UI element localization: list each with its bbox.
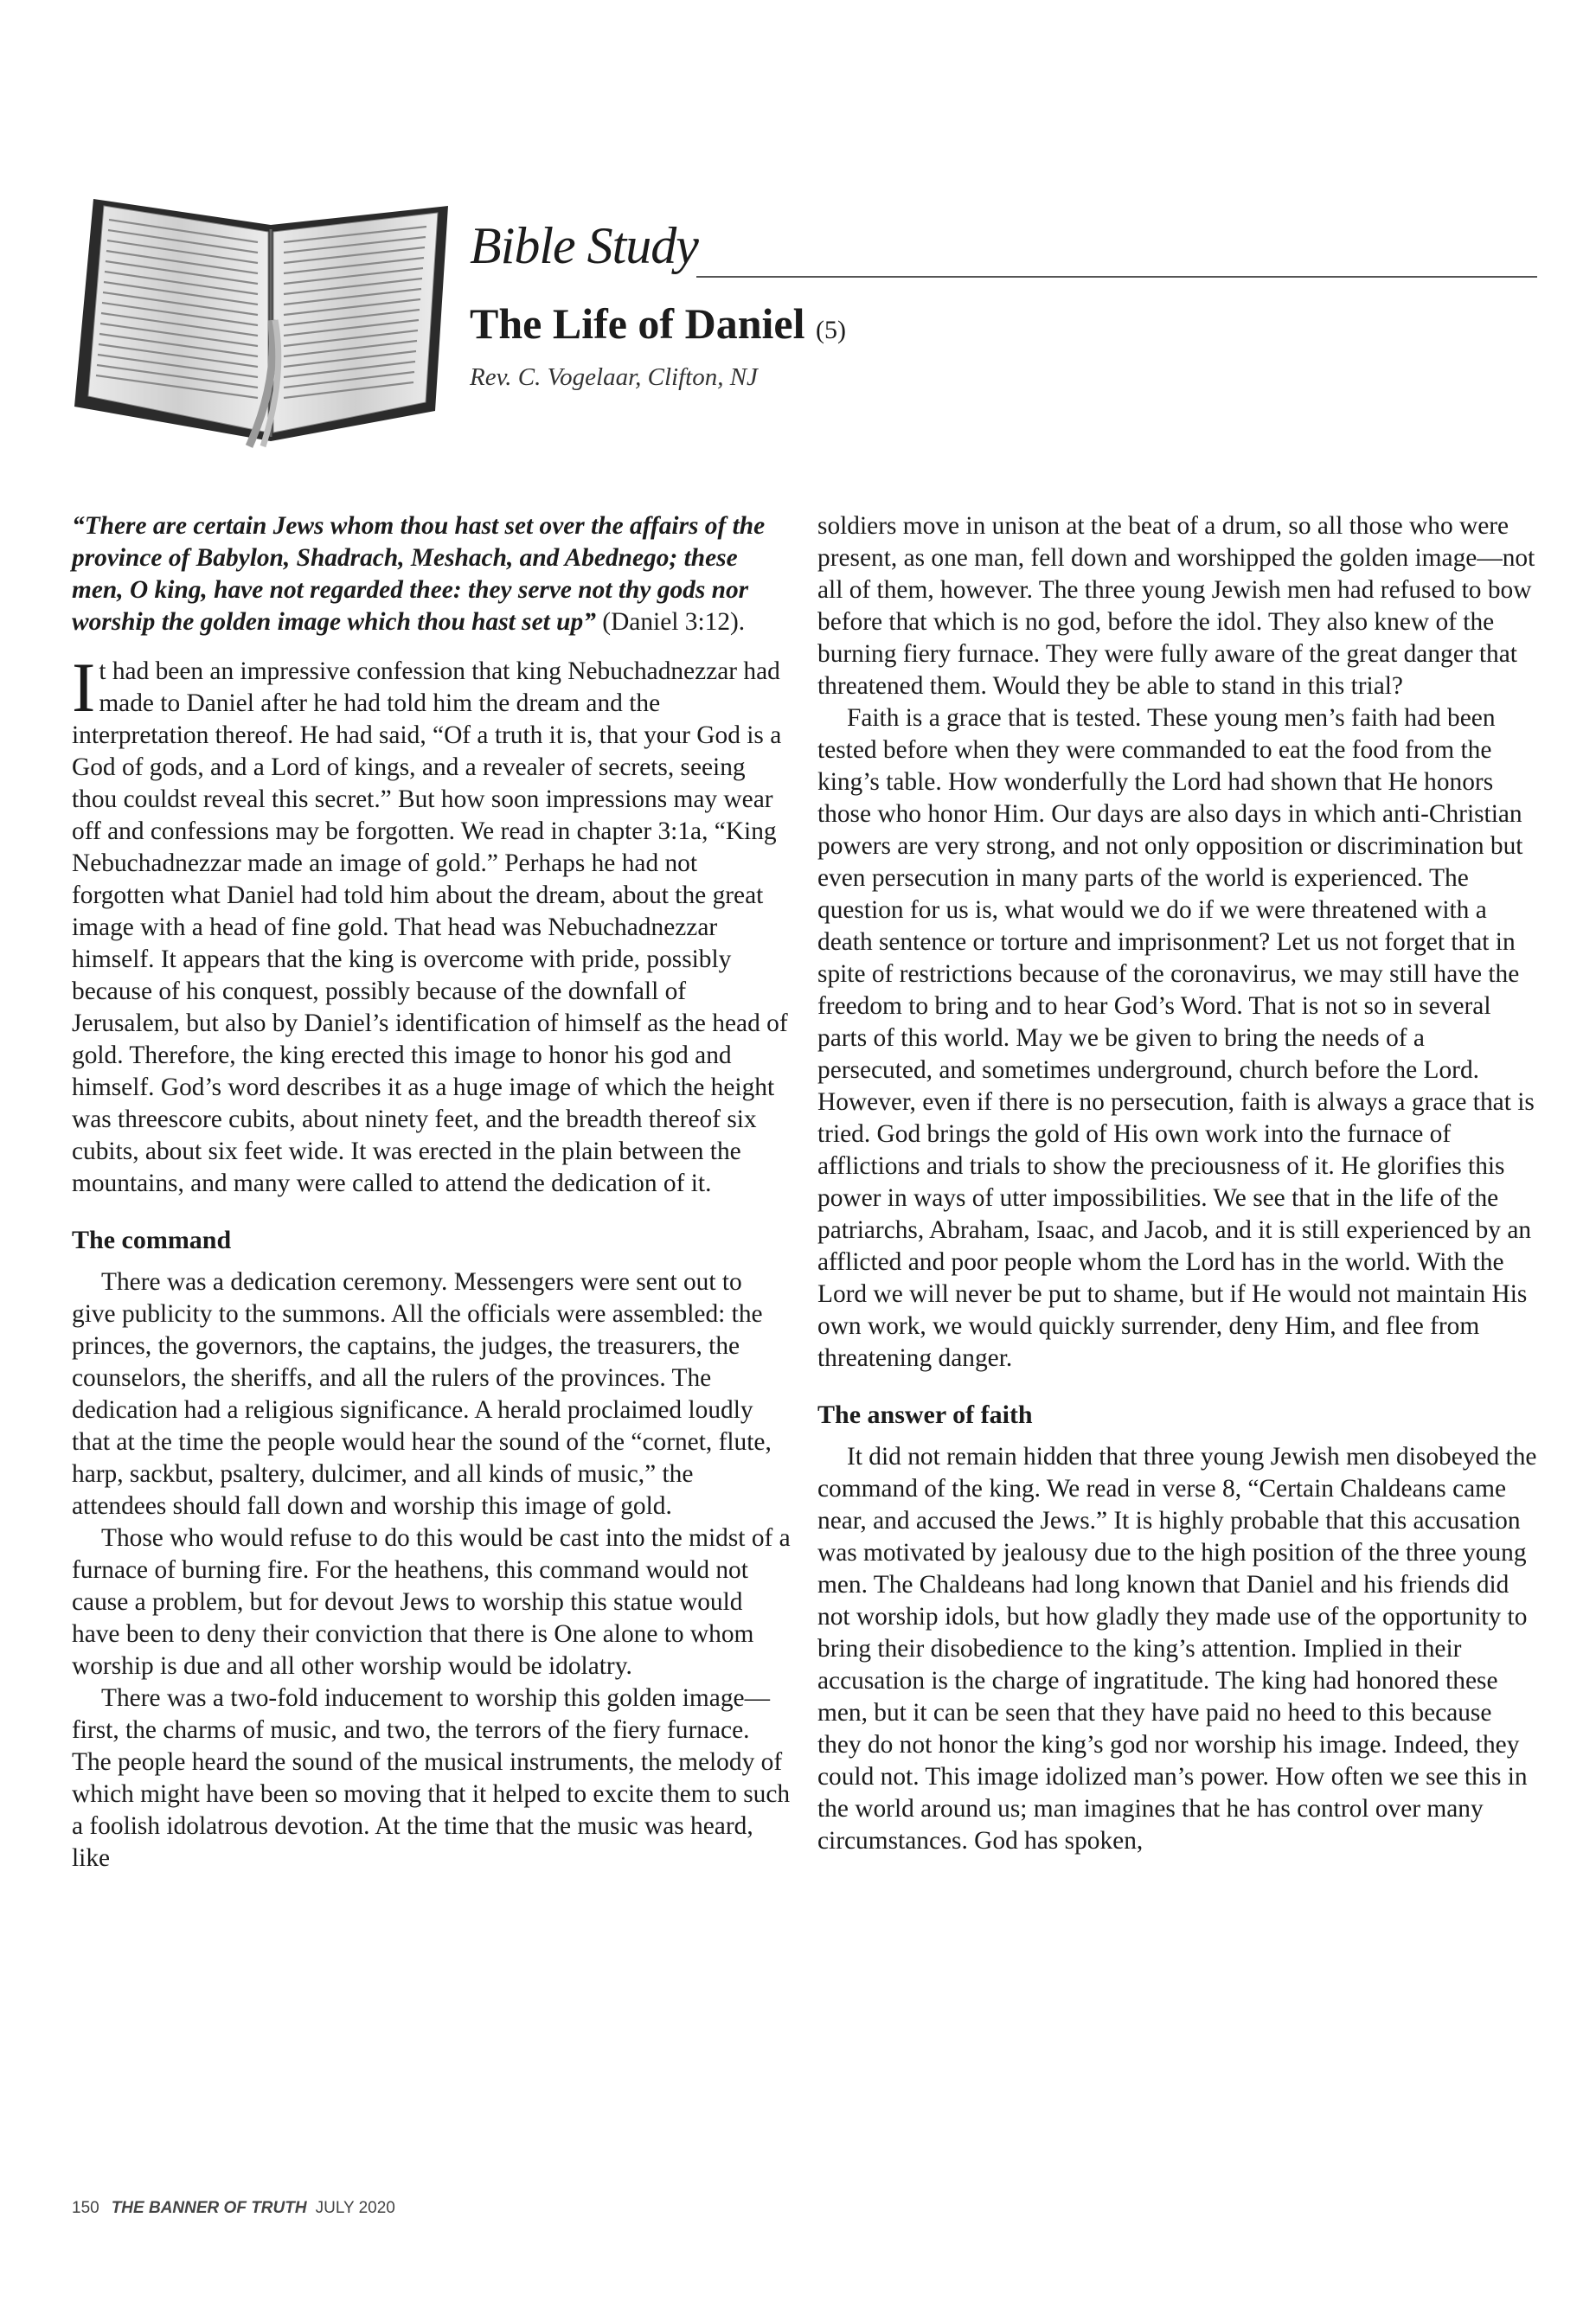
paragraph: Those who would refuse to do this would be cast into the midst of a furnace of burning fire. For the heathens, this command would not cause a problem, but for devout Jews to worship this statue would have been to deny their conviction that there is One alone to whom worship is due and all other worship would be idolatry. (72, 1524, 791, 1680)
intro-text: t had been an impressive confession that king Nebuchadnezzar had made to Daniel after he had told him the dream and the interpretation thereof. He had said, “Of a truth it is, that your God is a God of gods, and a Lord of kings, and a revealer of secrets, seeing thou couldst reveal this secret.” But how soon impressions may wear off and confessions may be forgotten. We read in chapter 3:1a, “King Nebuchadnezzar made an image of gold.” Perhaps he had not forgotten what Daniel had told him about the dream, about the great image with a head of fine gold. That head was Nebuchadnezzar himself. It appears that the king is overcome with pride, possibly because of his conquest, possibly because of the downfall of Jerusalem, but also by Daniel’s identification of himself as the head of gold. Therefore, the king erected this image to honor his god and himself. God’s word describes it as a huge image of which the height was threescore cubits, about ninety feet, and the breadth thereof six cubits, about six feet wide. It was erected in the plain between the mountains, and many were called to attend the dedication of it. (72, 657, 788, 1197)
article-title-text: The Life of Daniel (470, 299, 805, 348)
open-bible-icon (67, 190, 457, 450)
drop-cap: I (72, 648, 96, 727)
heading-the-answer-of-faith: The answer of faith (817, 1400, 1033, 1429)
page-number: 150 (72, 2199, 99, 2217)
magazine-name: THE BANNER OF TRUTH (111, 2199, 307, 2217)
left-column (72, 510, 792, 1875)
epigraph (72, 510, 792, 638)
page-footer (72, 2199, 395, 2218)
heading-the-command: The command (72, 1226, 232, 1254)
paragraph: Faith is a grace that is tested. These young men’s faith had been tested before when they were commanded to eat the food from the king’s table. How wonderfully the Lord had shown that He honors those who honor Him. Our days are also days in which anti-Christian powers are very strong, and not only opposition or discrimination but even persecution in many parts of the world is experienced. The question for us is, what would we do if we were threatened with a death sentence or torture and imprisonment? Let us not forget that in spite of restrictions because of the coronavirus, we may still have the freedom to bring and to hear God’s Word. That is not so in several parts of this world. May we be given to bring the needs of a persecuted, and sometimes underground, church before the Lord. However, even if there is no persecution, faith is always a grace that is tried. God brings the gold of His own work into the furnace of afflictions and trials to show the preciousness of it. He glorifies this power in ways of utter impossibilities. We see that in the life of the patriarchs, Abraham, Isaac, and Jacob, and it is still experienced by an afflicted and poor people whom the Lord has in the world. With the Lord we will never be put to shame, but if He would not maintain His own work, we would quickly surrender, deny Him, and flee from threatening danger. (817, 704, 1535, 1372)
paragraph: There was a two-fold inducement to worship this golden image—first, the charms of music, and two, the terrors of the fiery furnace. The people heard the sound of the musical instruments, the melody of which might have been so moving that it helped to excite them to such a foolish idolatrous devotion. At the time that the music was heard, like (72, 1684, 791, 1872)
title-divider (696, 276, 1537, 278)
article-title (470, 298, 846, 349)
paragraph: It did not remain hidden that three young Jewish men disobeyed the command of the king. We read in verse 8, “Certain Chaldeans came near, and accused the Jews.” It is highly probable that this accusation was motivated by jealousy due to the high position of the three young men. The Chaldeans had long known that Daniel and his friends did not worship idols, but how gladly they made use of the opportunity to bring their disobedience to the king’s attention. Implied in their accusation is the charge of ingratitude. The king had honored these men, but it can be seen that they have paid no heed to this because they do not honor the king’s god nor worship his image. Indeed, they could not. This image idolized man’s power. How often we see this in the world around us; man imagines that he has control over many circumstances. God has spoken, (817, 1443, 1537, 1855)
section-title: Bible Study (470, 217, 698, 274)
paragraph: soldiers move in unison at the beat of a drum, so all those who were present, as one man, fell down and worshipped the golden image—not all of them, however. The three young Jewish men had refused to bow before that which is no god, before the idol. They also knew of the burning fiery furnace. They were fully aware of the great danger that threatened them. Would they be able to stand in this trial? (817, 512, 1535, 700)
epigraph-reference: (Daniel 3:12). (602, 608, 746, 636)
paragraph: There was a dedication ceremony. Messengers were sent out to give publicity to the summons. All the officials were assembled: the princes, the governors, the captains, the judges, the treasurers, the counselors, the sheriffs, and all the rulers of the provinces. The dedication had a religious significance. A herald proclaimed loudly that at the time the people would hear the sound of the “cornet, flute, harp, sackbut, psaltery, dulcimer, and all kinds of music,” the attendees should fall down and worship this image of gold. (72, 1268, 772, 1520)
author-byline: Rev. C. Vogelaar, Clifton, NJ (470, 363, 758, 391)
right-column (817, 510, 1537, 1857)
issue-date: JULY 2020 (315, 2199, 395, 2217)
intro-paragraph (72, 648, 792, 1200)
article-part-number: (5) (815, 316, 846, 344)
epigraph-quote: “There are certain Jews whom thou hast set over the affairs of the province of Babylon, Shadrach, Meshach, and Abednego; these men, O king, have not regarded thee: they serve not thy gods nor worship the golden image which thou hast set up” (72, 512, 766, 636)
